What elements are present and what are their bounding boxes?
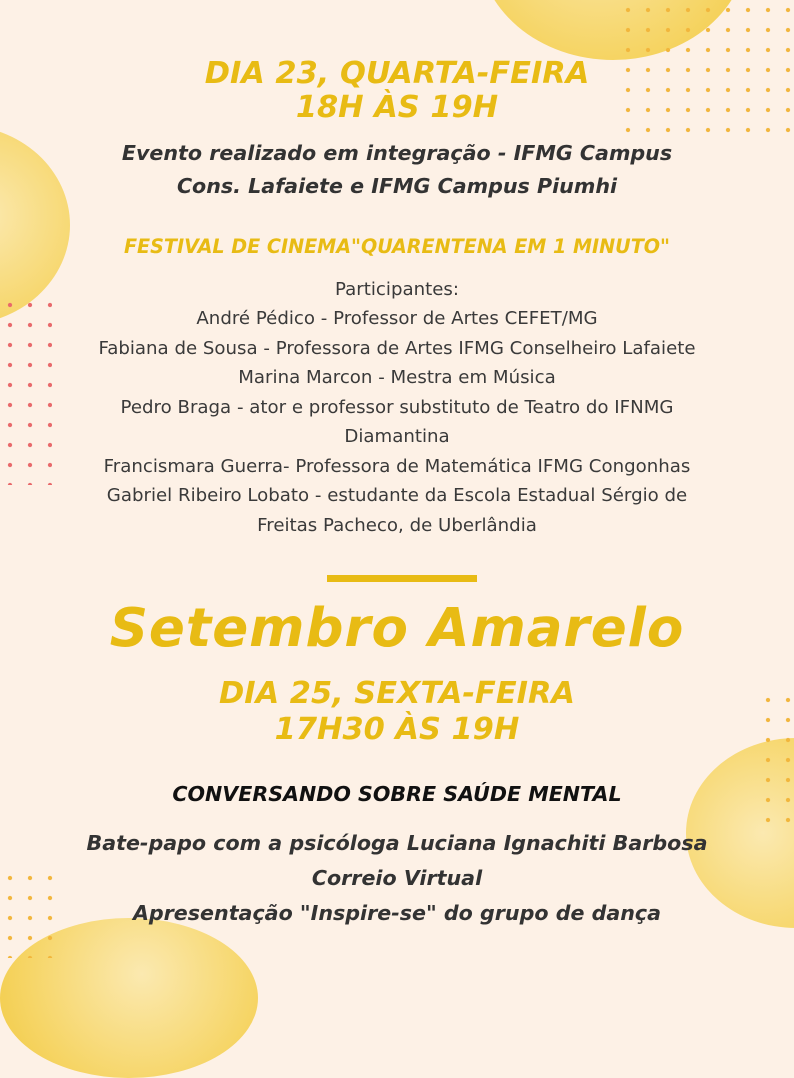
event2-item: Apresentação "Inspire-se" do grupo de dança (132, 901, 662, 925)
event1-date: DIA 23, QUARTA-FEIRA (204, 56, 590, 91)
participant-line: André Pédico - Professor de Artes CEFET/MG (196, 308, 598, 329)
event2-item: Bate-papo com a psicóloga Luciana Ignachiti Barbosa (86, 831, 708, 855)
festival-title: FESTIVAL DE CINEMA"QUARENTENA EM 1 MINUTO" (123, 235, 671, 258)
participant-line: Gabriel Ribeiro Lobato - estudante da Escola Estadual Sérgio de (106, 485, 688, 506)
event2-time: 17H30 ÀS 19H (274, 712, 520, 747)
event2-item: Correio Virtual (311, 866, 483, 890)
participant-line: Freitas Pacheco, de Uberlândia (257, 515, 537, 536)
event1-intro-line1: Evento realizado em integração - IFMG Campus (121, 141, 673, 165)
event2-title: Setembro Amarelo (109, 597, 685, 659)
participant-line: Diamantina (344, 426, 450, 447)
participant-line: Francismara Guerra- Professora de Matemática IFMG Congonhas (103, 456, 691, 477)
participant-line: Fabiana de Sousa - Professora de Artes IFMG Conselheiro Lafaiete (98, 338, 696, 359)
section-divider (327, 575, 477, 582)
event2-date: DIA 25, SEXTA-FEIRA (219, 676, 575, 711)
event1-intro-line2: Cons. Lafaiete e IFMG Campus Piumhi (176, 174, 618, 198)
event2-section-title: CONVERSANDO SOBRE SAÚDE MENTAL (172, 782, 622, 806)
event1-time: 18H ÀS 19H (295, 90, 499, 125)
decorative-dots-right (758, 690, 794, 830)
participants-label: Participantes: (335, 279, 459, 300)
participant-line: Pedro Braga - ator e professor substituto de Teatro do IFNMG (120, 397, 674, 418)
participant-line: Marina Marcon - Mestra em Música (238, 367, 556, 388)
